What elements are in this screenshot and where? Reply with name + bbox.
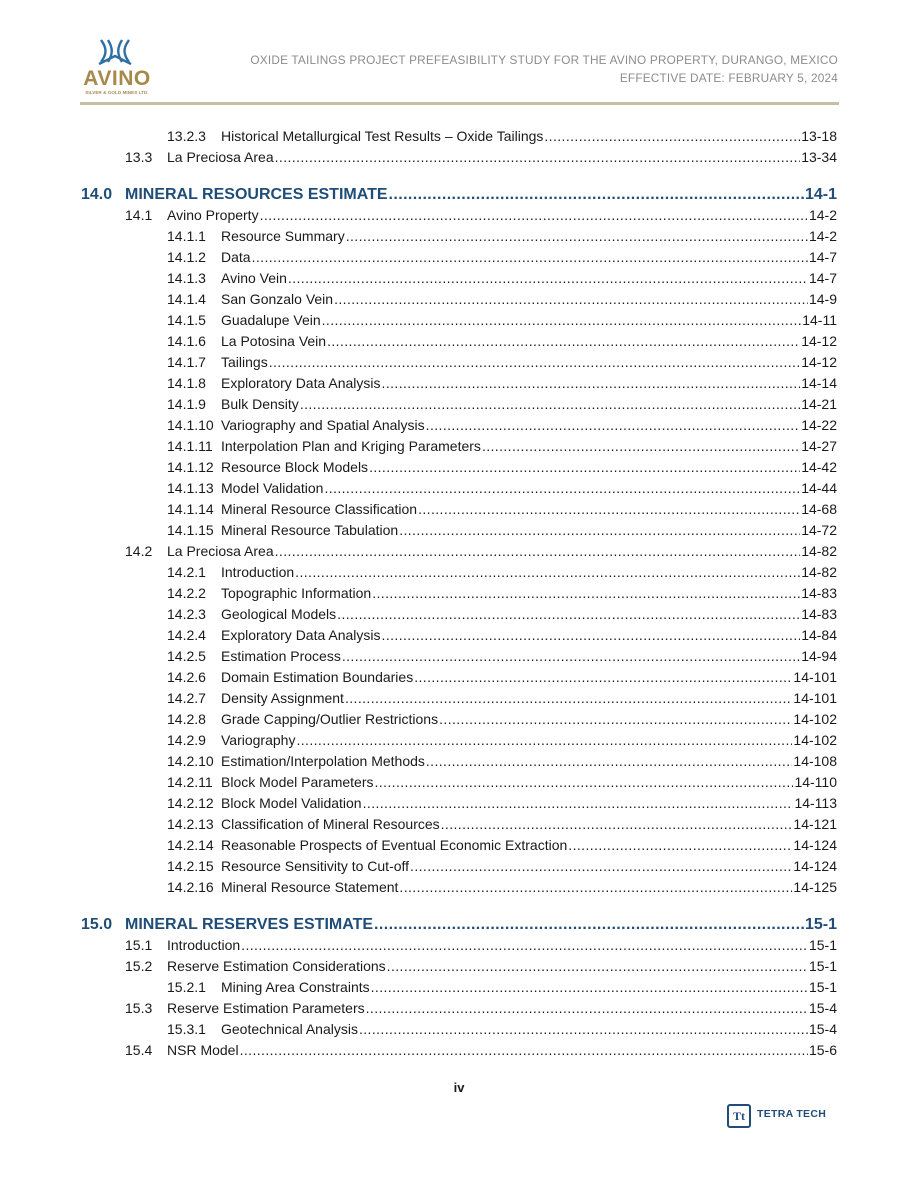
document-title: OXIDE TAILINGS PROJECT PREFEASIBILITY STUDY FOR THE AVINO PROPERTY, DURANGO, MEXICO: [250, 53, 838, 67]
toc-entry-line: [221, 289, 837, 310]
toc-page-number: 15-1: [804, 916, 837, 933]
toc-number: 15.3.1: [167, 1021, 206, 1037]
toc-subsection[interactable]: [0, 126, 918, 147]
toc-entry-line: [221, 520, 837, 541]
toc-entry-line: [221, 226, 837, 247]
dot-leader: [568, 835, 792, 856]
dot-leader: [375, 772, 794, 793]
toc-subsection[interactable]: [0, 835, 918, 856]
toc-title: Resource Summary: [221, 228, 345, 244]
tetra-tech-wordmark: TETRA TECH: [757, 1108, 827, 1120]
toc-title: Model Validation: [221, 480, 324, 496]
toc-number: 14.2.13: [167, 816, 214, 832]
toc-page-number: 14-84: [801, 627, 837, 643]
toc-entry-line: [221, 352, 837, 373]
toc-entry-line: [221, 373, 837, 394]
toc-number: 14.2.4: [167, 627, 206, 643]
toc-subsection[interactable]: [0, 352, 918, 373]
toc-section[interactable]: [0, 541, 918, 562]
dot-leader: [269, 352, 800, 373]
logo-tagline: SILVER & GOLD MINES LTD.: [85, 90, 149, 95]
dot-leader: [387, 956, 808, 977]
dot-leader: [295, 562, 800, 583]
toc-page-number: 13-18: [801, 128, 837, 144]
toc-title: Estimation/Interpolation Methods: [221, 753, 425, 769]
toc-number: 15.3: [125, 1000, 153, 1016]
toc-entry-line: [221, 667, 837, 688]
toc-page-number: 14-9: [808, 291, 837, 307]
toc-page-number: 14-68: [801, 501, 837, 517]
toc-title: Classification of Mineral Resources: [221, 816, 440, 832]
dot-leader: [260, 205, 808, 226]
dot-leader: [275, 541, 801, 562]
toc-entry-line: [221, 247, 837, 268]
toc-page-number: 14-83: [801, 606, 837, 622]
toc-number: 14.1: [125, 207, 153, 223]
toc-entry-line: [221, 394, 837, 415]
toc-title: Exploratory Data Analysis: [221, 627, 381, 643]
dot-leader: [374, 914, 804, 935]
toc-title: Variography and Spatial Analysis: [221, 417, 425, 433]
toc-subsection[interactable]: [0, 646, 918, 667]
toc-title: Reasonable Prospects of Eventual Economic Extraction: [221, 837, 568, 853]
toc-number: 14.1.11: [167, 438, 213, 454]
toc-page-number: 14-102: [793, 732, 837, 748]
toc-title: Bulk Density: [221, 396, 299, 412]
toc-subsection[interactable]: [0, 394, 918, 415]
toc-number: 15.4: [125, 1042, 153, 1058]
toc-subsection[interactable]: [0, 478, 918, 499]
toc-number: 14.1.15: [167, 522, 214, 538]
avino-emblem-icon: [97, 38, 133, 70]
toc-entry-line: [221, 877, 837, 898]
toc-title: Geological Models: [221, 606, 337, 622]
toc-subsection[interactable]: [0, 520, 918, 541]
dot-leader: [359, 1019, 808, 1040]
toc-title: Variography: [221, 732, 296, 748]
toc-section[interactable]: [0, 1040, 918, 1061]
toc-page-number: 14-11: [802, 312, 837, 328]
toc-number: 14.1.2: [167, 249, 206, 265]
toc-subsection[interactable]: [0, 625, 918, 646]
toc-title: Avino Property: [167, 207, 259, 223]
toc-subsection[interactable]: [0, 709, 918, 730]
toc-number: 14.0: [81, 186, 113, 203]
toc-page-number: 14-44: [801, 480, 837, 496]
toc-subsection[interactable]: [0, 856, 918, 877]
toc-subsection[interactable]: [0, 688, 918, 709]
toc-page-number: 14-82: [801, 564, 837, 580]
toc-number: 14.1.5: [167, 312, 206, 328]
toc-page-number: 14-101: [793, 690, 837, 706]
dot-leader: [252, 247, 808, 268]
toc-section[interactable]: [0, 147, 918, 168]
dot-leader: [363, 793, 794, 814]
dot-leader: [399, 520, 800, 541]
toc-page-number: 14-7: [808, 249, 837, 265]
toc-subsection[interactable]: [0, 667, 918, 688]
toc-number: 14.2.11: [167, 774, 213, 790]
toc-subsection[interactable]: [0, 977, 918, 998]
toc-title: Interpolation Plan and Kriging Parameters: [221, 438, 481, 454]
dot-leader: [399, 877, 792, 898]
toc-page-number: 14-124: [793, 858, 837, 874]
toc-subsection[interactable]: [0, 436, 918, 457]
toc-entry-line: [167, 205, 837, 226]
toc-title: Mineral Resource Classification: [221, 501, 418, 517]
toc-number: 14.2.15: [167, 858, 214, 874]
toc-entry-line: [221, 730, 837, 751]
toc-page-number: 14-12: [801, 354, 837, 370]
toc-title: Block Model Parameters: [221, 774, 374, 790]
dot-leader: [241, 935, 808, 956]
toc-subsection[interactable]: [0, 373, 918, 394]
toc-entry-line: [167, 998, 837, 1019]
toc-entry-line: [221, 977, 837, 998]
toc-entry-line: [221, 709, 837, 730]
toc-title: La Potosina Vein: [221, 333, 327, 349]
toc-subsection[interactable]: [0, 814, 918, 835]
toc-number: 13.3: [125, 149, 153, 165]
dot-leader: [300, 394, 800, 415]
toc-entry-line: [167, 147, 837, 168]
toc-subsection[interactable]: [0, 268, 918, 289]
toc-page-number: 15-6: [808, 1042, 837, 1058]
dot-leader: [382, 625, 801, 646]
toc-page-number: 14-21: [801, 396, 837, 412]
toc-subsection[interactable]: [0, 793, 918, 814]
tetra-tech-mark-icon: Tt: [727, 1104, 751, 1128]
avino-logo: [82, 38, 154, 98]
toc-entry-line: [221, 268, 837, 289]
toc-title: Geotechnical Analysis: [221, 1021, 358, 1037]
toc-title: Reserve Estimation Considerations: [167, 958, 386, 974]
effective-date: EFFECTIVE DATE: FEBRUARY 5, 2024: [619, 71, 838, 85]
toc-subsection[interactable]: [0, 415, 918, 436]
toc-page-number: 14-83: [801, 585, 837, 601]
toc-number: 14.1.7: [167, 354, 206, 370]
dot-leader: [369, 457, 800, 478]
toc-entry-line: [221, 583, 837, 604]
toc-title: Introduction: [221, 564, 295, 580]
toc-number: 14.1.13: [167, 480, 214, 496]
toc-page-number: 14-27: [801, 438, 837, 454]
toc-title: Grade Capping/Outlier Restrictions: [221, 711, 439, 727]
dot-leader: [389, 184, 804, 205]
toc-number: 14.2.3: [167, 606, 206, 622]
toc-subsection[interactable]: [0, 604, 918, 625]
toc-page-number: 14-12: [801, 333, 837, 349]
toc-subsection[interactable]: [0, 247, 918, 268]
toc-number: 14.2.7: [167, 690, 206, 706]
toc-title: Mining Area Constraints: [221, 979, 370, 995]
toc-title: Avino Vein: [221, 270, 287, 286]
toc-title: NSR Model: [167, 1042, 239, 1058]
toc-entry-line: [221, 562, 837, 583]
toc-subsection[interactable]: [0, 562, 918, 583]
toc-entry-line: [221, 436, 837, 457]
toc-number: 15.1: [125, 937, 153, 953]
toc-chapter[interactable]: [0, 914, 918, 935]
toc-subsection[interactable]: [0, 289, 918, 310]
toc-entry-line: [221, 793, 837, 814]
toc-number: 14.1.6: [167, 333, 206, 349]
toc-page-number: 14-125: [793, 879, 837, 895]
toc-number: 15.2.1: [167, 979, 206, 995]
toc-title: Block Model Validation: [221, 795, 362, 811]
dot-leader: [372, 583, 800, 604]
toc-entry-line: [167, 1040, 837, 1061]
toc-title: Introduction: [167, 937, 241, 953]
dot-leader: [345, 688, 792, 709]
dot-leader: [327, 331, 800, 352]
toc-subsection[interactable]: [0, 772, 918, 793]
toc-page-number: 13-34: [801, 149, 837, 165]
toc-entry-line: [221, 415, 837, 436]
toc-entry-line: [221, 310, 837, 331]
toc-number: 14.2.5: [167, 648, 206, 664]
toc-entry-line: [221, 646, 837, 667]
toc-number: 14.2.16: [167, 879, 214, 895]
toc-section[interactable]: [0, 935, 918, 956]
toc-page-number: 14-108: [793, 753, 837, 769]
toc-page-number: 14-113: [794, 795, 837, 811]
dot-leader: [346, 226, 808, 247]
toc-title: Density Assignment: [221, 690, 344, 706]
dot-leader: [441, 814, 793, 835]
toc-title: Guadalupe Vein: [221, 312, 321, 328]
toc-title: Historical Metallurgical Test Results – Oxide Tailings: [221, 128, 544, 144]
dot-leader: [322, 310, 802, 331]
toc-entry-line: [221, 772, 837, 793]
toc-page-number: 14-2: [808, 207, 837, 223]
toc-entry-line: [221, 625, 837, 646]
toc-title: Topographic Information: [221, 585, 372, 601]
toc-title: Estimation Process: [221, 648, 341, 664]
toc-title: Mineral Resource Statement: [221, 879, 399, 895]
toc-page-number: 14-124: [793, 837, 837, 853]
toc-number: 14.2.14: [167, 837, 214, 853]
toc-entry-line: [167, 956, 837, 977]
toc-entry-line: [221, 856, 837, 877]
toc-page-number: 14-7: [808, 270, 837, 286]
toc-title: Tailings: [221, 354, 268, 370]
toc-number: 14.2.1: [167, 564, 206, 580]
toc-subsection[interactable]: [0, 1019, 918, 1040]
logo-wordmark: AVINO: [83, 67, 151, 90]
toc-entry-line: [167, 935, 837, 956]
toc-number: 14.1.10: [167, 417, 214, 433]
table-of-contents: [0, 126, 918, 1061]
header-divider: [80, 102, 839, 105]
page-number: iv: [453, 1080, 465, 1095]
toc-page-number: 14-14: [801, 375, 837, 391]
toc-title: Exploratory Data Analysis: [221, 375, 381, 391]
toc-number: 14.1.8: [167, 375, 206, 391]
toc-title: Domain Estimation Boundaries: [221, 669, 414, 685]
toc-subsection[interactable]: [0, 457, 918, 478]
toc-page-number: 14-102: [793, 711, 837, 727]
toc-entry-line: [221, 751, 837, 772]
dot-leader: [240, 1040, 808, 1061]
dot-leader: [414, 667, 792, 688]
toc-subsection[interactable]: [0, 583, 918, 604]
dot-leader: [426, 751, 793, 772]
toc-subsection[interactable]: [0, 730, 918, 751]
toc-page-number: 14-42: [801, 459, 837, 475]
toc-title: MINERAL RESOURCES ESTIMATE: [125, 186, 388, 203]
toc-entry-line: [221, 126, 837, 147]
dot-leader: [382, 373, 801, 394]
toc-page-number: 14-22: [801, 417, 837, 433]
toc-entry-line: [221, 457, 837, 478]
toc-entry-line: [221, 331, 837, 352]
toc-title: La Preciosa Area: [167, 543, 274, 559]
toc-number: 14.2.2: [167, 585, 206, 601]
toc-page-number: 15-1: [808, 937, 837, 953]
toc-page-number: 15-1: [808, 958, 837, 974]
toc-subsection[interactable]: [0, 751, 918, 772]
toc-entry-line: [221, 1019, 837, 1040]
toc-entry-line: [221, 814, 837, 835]
dot-leader: [410, 856, 792, 877]
dot-leader: [334, 289, 808, 310]
toc-title: Reserve Estimation Parameters: [167, 1000, 365, 1016]
dot-leader: [544, 126, 800, 147]
toc-entry-line: [167, 541, 837, 562]
toc-chapter[interactable]: [0, 184, 918, 205]
toc-number: 14.1.14: [167, 501, 214, 517]
tetra-tech-logo: [727, 1104, 837, 1132]
dot-leader: [296, 730, 792, 751]
dot-leader: [439, 709, 792, 730]
toc-number: 14.2.12: [167, 795, 214, 811]
toc-number: 14.2.9: [167, 732, 206, 748]
dot-leader: [418, 499, 800, 520]
toc-section[interactable]: [0, 956, 918, 977]
dot-leader: [342, 646, 800, 667]
toc-number: 14.2: [125, 543, 153, 559]
toc-number: 13.2.3: [167, 128, 206, 144]
toc-page-number: 14-101: [793, 669, 837, 685]
toc-section[interactable]: [0, 998, 918, 1019]
toc-entry-line: [221, 835, 837, 856]
toc-number: 15.0: [81, 916, 113, 933]
toc-page-number: 14-1: [804, 186, 837, 203]
toc-subsection[interactable]: [0, 877, 918, 898]
dot-leader: [482, 436, 800, 457]
toc-number: 14.1.1: [167, 228, 206, 244]
toc-number: 14.1.9: [167, 396, 206, 412]
toc-number: 15.2: [125, 958, 153, 974]
toc-title: Mineral Resource Tabulation: [221, 522, 399, 538]
toc-title: Resource Block Models: [221, 459, 369, 475]
toc-number: 14.2.8: [167, 711, 206, 727]
toc-subsection[interactable]: [0, 499, 918, 520]
toc-page-number: 14-72: [801, 522, 837, 538]
toc-entry-line: [221, 478, 837, 499]
toc-title: Resource Sensitivity to Cut-off: [221, 858, 410, 874]
toc-number: 14.1.4: [167, 291, 206, 307]
toc-number: 14.1.3: [167, 270, 206, 286]
toc-title: Data: [221, 249, 251, 265]
toc-page-number: 14-110: [794, 774, 837, 790]
toc-page-number: 14-2: [808, 228, 837, 244]
toc-entry-line: [125, 184, 837, 205]
dot-leader: [366, 998, 808, 1019]
toc-page-number: 15-1: [808, 979, 837, 995]
toc-title: La Preciosa Area: [167, 149, 274, 165]
toc-entry-line: [221, 688, 837, 709]
toc-subsection[interactable]: [0, 310, 918, 331]
dot-leader: [337, 604, 800, 625]
toc-title: San Gonzalo Vein: [221, 291, 334, 307]
toc-entry-line: [221, 499, 837, 520]
toc-title: MINERAL RESERVES ESTIMATE: [125, 916, 374, 933]
toc-subsection[interactable]: [0, 226, 918, 247]
toc-number: 14.1.12: [167, 459, 214, 475]
dot-leader: [324, 478, 800, 499]
toc-subsection[interactable]: [0, 331, 918, 352]
toc-entry-line: [125, 914, 837, 935]
dot-leader: [275, 147, 801, 168]
toc-page-number: 14-82: [801, 543, 837, 559]
toc-page-number: 15-4: [808, 1000, 837, 1016]
toc-number: 14.2.6: [167, 669, 206, 685]
dot-leader: [288, 268, 808, 289]
toc-section[interactable]: [0, 205, 918, 226]
toc-entry-line: [221, 604, 837, 625]
toc-number: 14.2.10: [167, 753, 214, 769]
dot-leader: [371, 977, 808, 998]
toc-page-number: 15-4: [808, 1021, 837, 1037]
dot-leader: [426, 415, 801, 436]
toc-page-number: 14-121: [793, 816, 837, 832]
toc-page-number: 14-94: [801, 648, 837, 664]
